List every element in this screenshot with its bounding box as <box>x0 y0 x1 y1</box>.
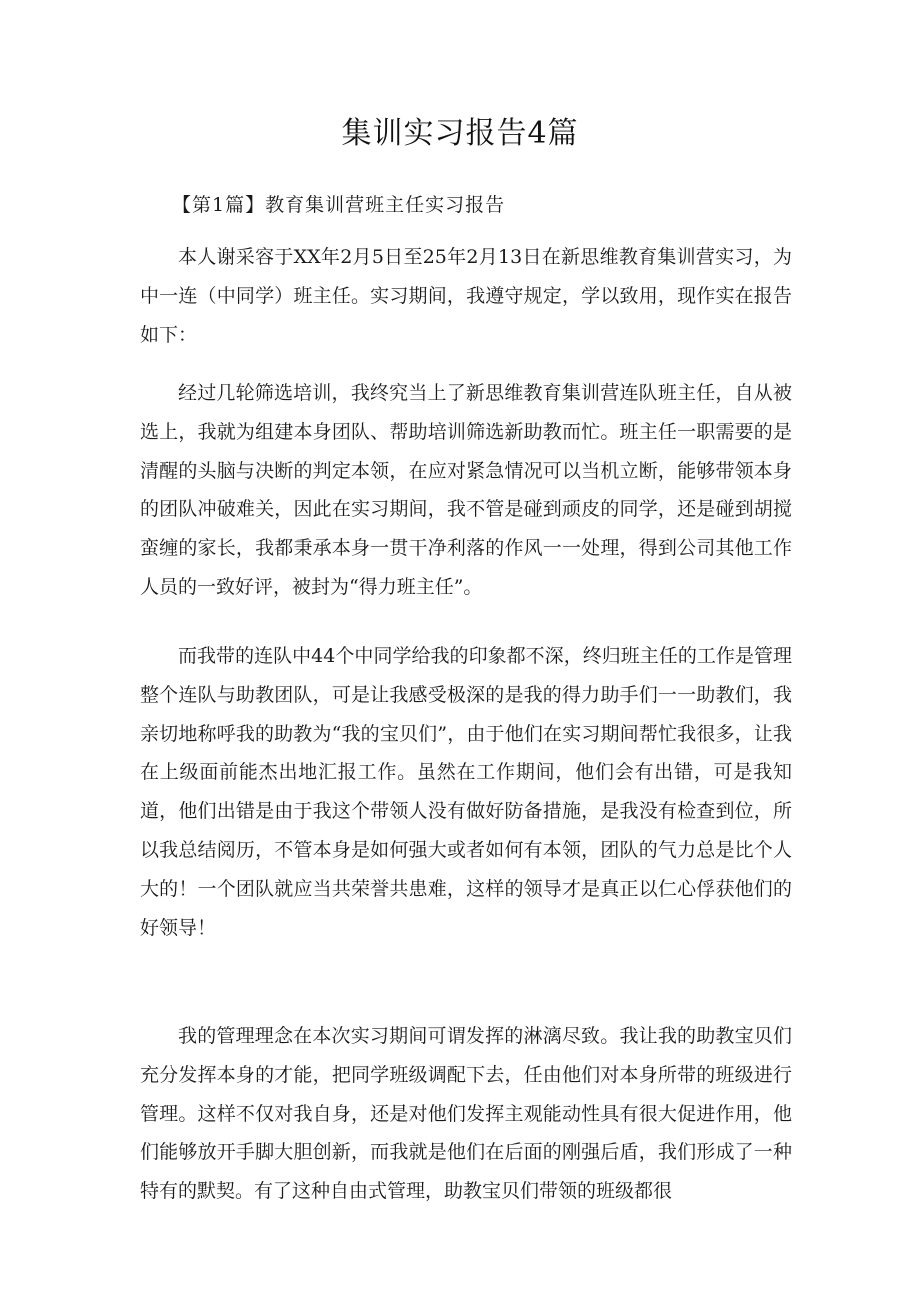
body-paragraph: 而我带的连队中44个中同学给我的印象都不深，终归班主任的工作是管理整个连队与助教团队，可是让我感受极深的是我的得力助手们一一助教们，我亲切地称呼我的助教为“我的宝贝们”，由于他们在实习期间帮忙我很多，让我在上级面前能杰出地汇报工作。虽然在工作期间，他们会有出错，可是我知道，他们出错是由于我这个带领人没有做好防备措施，是我没有检查到位，所以我总结阅历，不管本身是如何强大或者如何有本领，团队的气力总是比个人大的！一个团队就应当共荣誉共患难，这样的领导才是真正以仁心俘获他们的好领导！ <box>140 645 792 939</box>
body-paragraph: 本人谢采容于XX年2月5日至25年2月13日在新思维教育集训营实习，为中一连（中同学）班主任。实习期间，我遵守规定，学以致用，现作实在报告如下： <box>140 246 792 346</box>
document-title: 集训实习报告4篇 <box>341 116 579 151</box>
body-paragraph: 经过几轮筛选培训，我终究当上了新思维教育集训营连队班主任，自从被选上，我就为组建本身团队、帮助培训筛选新助教而忙。班主任一职需要的是清醒的头脑与决断的判定本领，在应对紧急情况可以当机立断，能够带领本身的团队冲破难关，因此在实习期间，我不管是碰到顽皮的同学，还是碰到胡搅蛮缠的家长，我都秉承本身一贯干净利落的作风一一处理，得到公司其他工作人员的一致好评，被封为“得力班主任”。 <box>140 382 792 598</box>
body-paragraph: 我的管理理念在本次实习期间可谓发挥的淋漓尽致。我让我的助教宝贝们充分发挥本身的才能，把同学班级调配下去，任由他们对本身所带的班级进行管理。这样不仅对我自身，还是对他们发挥主观能动性具有很大促进作用，他们能够放开手脚大胆创新，而我就是他们在后面的刚强后盾，我们形成了一种特有的默契。有了这种自由式管理，助教宝贝们带领的班级都很 <box>140 1025 792 1203</box>
section-heading: 【第1篇】教育集训营班主任实习报告 <box>172 194 506 216</box>
